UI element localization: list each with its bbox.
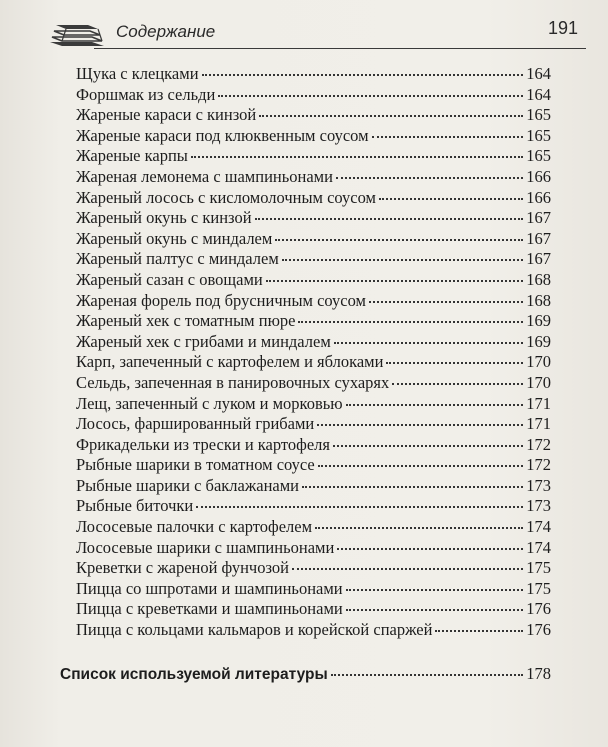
- toc-entry: [76, 146, 551, 167]
- toc-entry-page: 171: [526, 414, 551, 434]
- toc-entry: [76, 105, 551, 126]
- toc-leader-dots: [337, 548, 523, 550]
- toc-leader-dots: [386, 362, 523, 364]
- toc-entry-title: Жареный лосось с кисломолочным соусом: [76, 187, 376, 207]
- toc-entry-title: Жареный окунь с кинзой: [76, 208, 252, 228]
- toc-leader-dots: [346, 589, 524, 591]
- toc-entry-title: Жареные караси под клюквенным соусом: [76, 125, 369, 145]
- toc-entry-page: 171: [526, 393, 551, 413]
- toc-entry-title: Лососевые шарики с шампиньонами: [76, 537, 335, 557]
- toc-entry-title: Жареная лемонема с шампиньонами: [76, 166, 333, 186]
- toc-entry: [76, 435, 551, 456]
- page-number: 191: [547, 18, 578, 38]
- toc-entry-page: 165: [526, 105, 551, 125]
- toc-entry: [76, 229, 551, 250]
- toc-entry-title: Жареные караси с кинзой: [76, 105, 257, 125]
- toc-entry-page: 173: [526, 475, 551, 495]
- toc-leader-dots: [372, 136, 524, 138]
- toc-entry-page: 167: [526, 228, 551, 248]
- toc-entry: [76, 558, 551, 579]
- table-of-contents: [76, 64, 551, 641]
- toc-leader-dots: [392, 383, 523, 385]
- toc-entry: [76, 291, 551, 312]
- toc-entry: [76, 332, 551, 353]
- toc-entry-page: 178: [526, 664, 551, 683]
- toc-entry-title: Рыбные биточки: [76, 496, 194, 516]
- toc-entry-title: Пицца со шпротами и шампиньонами: [76, 578, 343, 598]
- toc-entry-title: Жареная форель под брусничным соусом: [76, 290, 366, 310]
- toc-entry-title: Лещ, запеченный с луком и морковью: [76, 393, 343, 413]
- toc-entry-title: Сельдь, запеченная в панировочных сухарях: [76, 372, 390, 392]
- toc-entry-page: 167: [526, 249, 551, 269]
- toc-entry-page: 174: [526, 517, 551, 537]
- toc-entry-page: 170: [526, 352, 551, 372]
- toc-entry: [76, 620, 551, 641]
- toc-leader-dots: [318, 465, 523, 467]
- toc-leader-dots: [379, 198, 523, 200]
- toc-entry-page: 168: [526, 269, 551, 289]
- toc-entry: [76, 476, 551, 497]
- toc-entry: [76, 538, 551, 559]
- toc-entry-page: 169: [526, 331, 551, 351]
- toc-entry-title: Форшмак из сельди: [76, 84, 216, 104]
- toc-leader-dots: [259, 115, 523, 117]
- toc-entry-title: Лососевые палочки с картофелем: [76, 517, 313, 537]
- header-divider: [94, 48, 586, 49]
- toc-entry-page: 164: [526, 64, 551, 83]
- toc-entry-title: Щука с клецками: [76, 64, 199, 83]
- page-header: [46, 16, 586, 56]
- toc-entry-page: 175: [526, 558, 551, 578]
- toc-leader-dots: [202, 74, 524, 76]
- toc-leader-dots: [302, 486, 523, 488]
- toc-entry-page: 164: [526, 84, 551, 104]
- toc-entry-page: 176: [526, 620, 551, 640]
- toc-entry-title: Жареный хек с грибами и миндалем: [76, 331, 331, 351]
- toc-entry-title: Список используемой литературы: [60, 666, 328, 683]
- toc-entry-page: 168: [526, 290, 551, 310]
- toc-entry: [76, 64, 551, 85]
- toc-entry-title: Карп, запеченный с картофелем и яблоками: [76, 352, 384, 372]
- toc-entry: [76, 496, 551, 517]
- toc-entry-title: Жареные карпы: [76, 146, 188, 166]
- toc-leader-dots: [435, 630, 523, 632]
- toc-leader-dots: [191, 156, 523, 158]
- toc-entry: [76, 394, 551, 415]
- toc-entry-title: Лосось, фаршированный грибами: [76, 414, 315, 434]
- toc-entry: [76, 579, 551, 600]
- toc-entry-title: Рыбные шарики с баклажанами: [76, 475, 299, 495]
- toc-leader-dots: [255, 218, 524, 220]
- toc-leader-dots: [282, 259, 523, 261]
- toc-entry: [76, 249, 551, 270]
- toc-leader-dots: [292, 568, 523, 570]
- toc-entry-title: Фрикадельки из трески и картофеля: [76, 434, 330, 454]
- toc-leader-dots: [266, 280, 524, 282]
- toc-leader-dots: [315, 527, 523, 529]
- toc-leader-dots: [334, 342, 523, 344]
- toc-entry-title: Жареный палтус с миндалем: [76, 249, 279, 269]
- toc-entry: [76, 85, 551, 106]
- toc-entry: [76, 373, 551, 394]
- toc-entry-title: Пицца с кольцами кальмаров и корейской спаржей: [76, 620, 433, 640]
- toc-leader-dots: [317, 424, 523, 426]
- toc-entry-page: 169: [526, 311, 551, 331]
- toc-entry: [76, 352, 551, 373]
- toc-entry-page: 174: [526, 537, 551, 557]
- toc-entry: [76, 126, 551, 147]
- toc-leader-dots: [346, 404, 524, 406]
- toc-entry-page: 170: [526, 372, 551, 392]
- toc-entry: [76, 188, 551, 209]
- toc-entry: [76, 517, 551, 538]
- stack-of-books-icon: [46, 20, 108, 50]
- toc-entry-page: 166: [526, 166, 551, 186]
- toc-entry-page: 172: [526, 434, 551, 454]
- toc-leader-dots: [336, 177, 523, 179]
- toc-entry-title: Жареный хек с томатным пюре: [76, 311, 296, 331]
- toc-leader-dots: [333, 445, 523, 447]
- toc-leader-dots: [275, 239, 523, 241]
- toc-entry-page: 166: [526, 187, 551, 207]
- toc-entry-title: Пицца с креветками и шампиньонами: [76, 599, 343, 619]
- toc-entry-page: 175: [526, 578, 551, 598]
- toc-entry: [76, 455, 551, 476]
- toc-entry: [76, 208, 551, 229]
- toc-entry: [76, 167, 551, 188]
- toc-leader-dots: [218, 95, 523, 97]
- section-title: Содержание: [116, 22, 216, 41]
- toc-entry-title: Рыбные шарики в томатном соусе: [76, 455, 315, 475]
- toc-entry-page: 165: [526, 125, 551, 145]
- toc-leader-dots: [196, 506, 523, 508]
- toc-entry-title: Жареный окунь с миндалем: [76, 228, 273, 248]
- toc-entry: [76, 414, 551, 435]
- toc-entry-page: 176: [526, 599, 551, 619]
- toc-leader-dots: [298, 321, 523, 323]
- toc-entry: [76, 311, 551, 332]
- toc-entry-bibliography: [60, 664, 551, 684]
- toc-leader-dots: [331, 674, 524, 676]
- toc-entry-title: Жареный сазан с овощами: [76, 269, 263, 289]
- toc-entry-page: 173: [526, 496, 551, 516]
- toc-leader-dots: [346, 609, 524, 611]
- toc-entry-title: Креветки с жареной фунчозой: [76, 558, 289, 578]
- toc-entry: [76, 599, 551, 620]
- toc-entry-page: 167: [526, 208, 551, 228]
- toc-leader-dots: [369, 301, 523, 303]
- toc-entry-page: 172: [526, 455, 551, 475]
- toc-entry: [76, 270, 551, 291]
- toc-entry-page: 165: [526, 146, 551, 166]
